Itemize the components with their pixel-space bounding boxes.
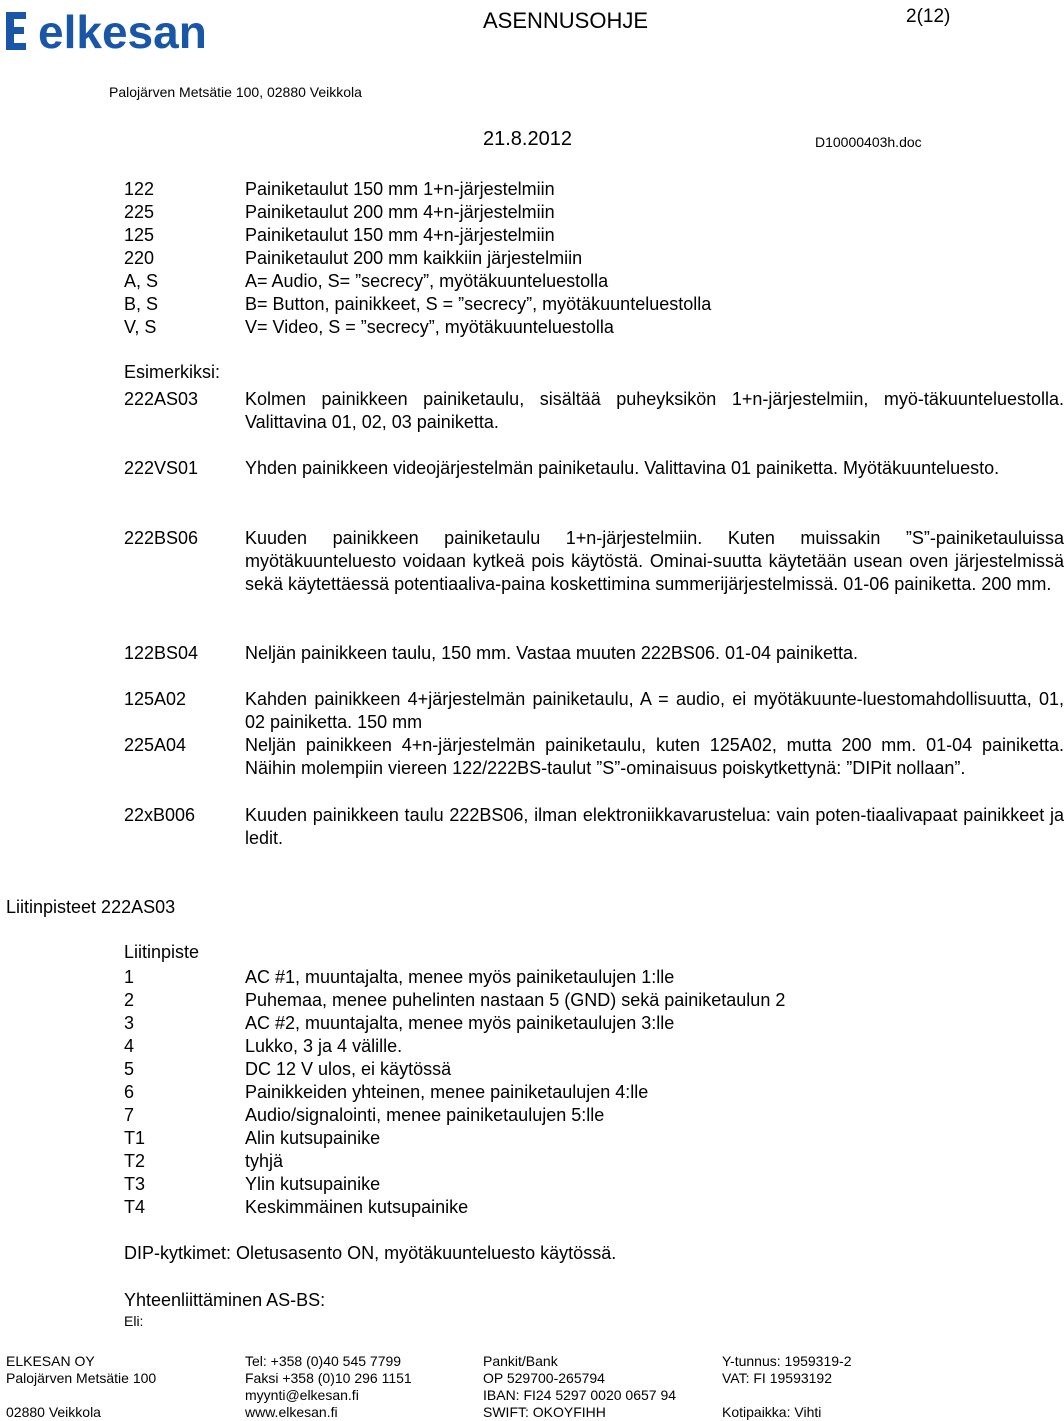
legend-code: 220	[124, 248, 155, 268]
footer-line: IBAN: FI24 5297 0020 0657 94	[483, 1387, 677, 1403]
footer-line: Kotipaikka: Vihti	[722, 1404, 822, 1420]
connection-pin: 4	[124, 1036, 135, 1056]
connection-desc: Lukko, 3 ja 4 välille.	[245, 1036, 403, 1056]
example-code: 122BS04	[124, 643, 199, 663]
connection-desc: Keskimmäinen kutsupainike	[245, 1197, 469, 1217]
example-code: 125A02	[124, 689, 187, 709]
footer-line: 02880 Veikkola	[6, 1404, 101, 1420]
example-desc: Kuuden painikkeen painiketaulu 1+n-järjestelmiin. Kuten muissakin ”S”-painiketauluissa myötäkuunteluesto voidaan kytkeä pois käytöstä. Ominai-suutta käytetään usean oven järjestelmissä sekä käytettäessä potentiaaliva-paina koskettimina summerijärjestelmissä. 01-06 painiketta. 200 mm.	[245, 528, 1064, 594]
footer-registration	[722, 1353, 851, 1421]
footer-phone: Tel: +358 (0)40 545 7799	[245, 1353, 402, 1369]
dip-switch-note: DIP-kytkimet: Oletusasento ON, myötäkuunteluesto käytössä.	[124, 1243, 617, 1263]
footer-line: Pankit/Bank	[483, 1353, 558, 1369]
connection-pin: 2	[124, 990, 135, 1010]
example-code: 22xB006	[124, 805, 196, 825]
connection-pin: 7	[124, 1105, 135, 1125]
example-desc: Neljän painikkeen 4+n-järjestelmän painiketaulu, kuten 125A02, mutta 200 mm. 01-04 painiketta. Näihin molempiin viereen 122/222BS-taulut ”S”-ominaisuus poiskytkettynä: ”DIPit nollaan”.	[245, 735, 1064, 778]
connection-title: Liitinpisteet 222AS03	[6, 897, 176, 917]
connection-pin: 1	[124, 967, 135, 987]
legend-code: V, S	[124, 317, 157, 337]
footer-line: SWIFT: OKOYFIHH	[483, 1404, 606, 1420]
combine-heading: Yhteenliittäminen AS-BS:	[124, 1290, 326, 1310]
legend-code: 125	[124, 225, 155, 245]
example-code: 225A04	[124, 735, 187, 755]
document-id: D10000403h.doc	[815, 134, 922, 150]
connection-desc: Painikkeiden yhteinen, menee painiketaulujen 4:lle	[245, 1082, 649, 1102]
connection-desc: tyhjä	[245, 1151, 284, 1171]
connection-desc: Ylin kutsupainike	[245, 1174, 381, 1194]
connection-pin: T3	[124, 1174, 146, 1194]
legend-desc: Painiketaulut 150 mm 4+n-järjestelmiin	[245, 225, 555, 245]
example-desc: Yhden painikkeen videojärjestelmän painiketaulu. Valittavina 01 painiketta. Myötäkuunteluesto.	[245, 458, 1000, 478]
footer-fax: Faksi +358 (0)10 296 1151	[245, 1370, 412, 1386]
example-code: 222VS01	[124, 458, 199, 478]
connection-pin: 5	[124, 1059, 135, 1079]
connection-desc: AC #1, muuntajalta, menee myös painiketaulujen 1:lle	[245, 967, 675, 987]
document-date: 21.8.2012	[483, 128, 572, 150]
connection-desc: AC #2, muuntajalta, menee myös painiketaulujen 3:lle	[245, 1013, 675, 1033]
legend-desc: A= Audio, S= ”secrecy”, myötäkuunteluestolla	[245, 271, 609, 291]
connection-pin: 3	[124, 1013, 135, 1033]
footer-line: ELKESAN OY	[6, 1353, 95, 1369]
connection-desc: Audio/signalointi, menee painiketaulujen 5:lle	[245, 1105, 605, 1125]
footer-contact	[245, 1353, 412, 1421]
legend-desc: V= Video, S = ”secrecy”, myötäkuunteluestolla	[245, 317, 614, 337]
legend-desc: Painiketaulut 200 mm 4+n-järjestelmiin	[245, 202, 555, 222]
example-code: 222AS03	[124, 389, 199, 409]
svg-text:elkesan: elkesan	[38, 6, 207, 58]
example-desc: Neljän painikkeen taulu, 150 mm. Vastaa muuten 222BS06. 01-04 painiketta.	[245, 643, 859, 663]
example-desc: Kuuden painikkeen taulu 222BS06, ilman elektroniikkavarustelua: vain poten-tiaalivapaat painikkeet ja ledit.	[245, 805, 1064, 848]
document-type: ASENNUSOHJE	[483, 8, 649, 33]
example-desc: Kahden painikkeen 4+järjestelmän painiketaulu, A = audio, ei myötäkuunte-luestomahdollisuutta, 01, 02 painiketta. 150 mm	[245, 689, 1064, 732]
footer-bank	[483, 1353, 676, 1421]
connection-pin: T2	[124, 1151, 146, 1171]
connection-desc: Puhemaa, menee puhelinten nastaan 5 (GND) sekä painiketaulun 2	[245, 990, 786, 1010]
connection-pin: T1	[124, 1128, 146, 1148]
connection-pin: T4	[124, 1197, 146, 1217]
connection-heading: Liitinpiste	[124, 942, 200, 962]
connection-desc: DC 12 V ulos, ei käytössä	[245, 1059, 452, 1079]
connection-desc: Alin kutsupainike	[245, 1128, 381, 1148]
legend-code: 225	[124, 202, 155, 222]
legend-code: B, S	[124, 294, 159, 314]
footer-line: Palojärven Metsätie 100	[6, 1370, 157, 1386]
legend-code: A, S	[124, 271, 159, 291]
footer-line: VAT: FI 19593192	[722, 1370, 832, 1386]
examples-heading: Esimerkiksi:	[124, 362, 221, 382]
footer-website: www.elkesan.fi	[245, 1404, 338, 1420]
footer-line: Y-tunnus: 1959319-2	[722, 1353, 852, 1369]
footer-company	[6, 1353, 156, 1421]
legend-desc: Painiketaulut 200 mm kaikkiin järjestelmiin	[245, 248, 583, 268]
example-code: 222BS06	[124, 528, 199, 548]
footer-line	[722, 1387, 851, 1404]
footer-email: myynti@elkesan.fi	[245, 1387, 359, 1403]
legend-desc: Painiketaulut 150 mm 1+n-järjestelmiin	[245, 179, 555, 199]
page-number: 2(12)	[906, 6, 951, 27]
connection-pin: 6	[124, 1082, 135, 1102]
legend-desc: B= Button, painikkeet, S = ”secrecy”, myötäkuunteluestolla	[245, 294, 712, 314]
company-address: Palojärven Metsätie 100, 02880 Veikkola	[109, 84, 362, 100]
elkesan-logo	[4, 6, 280, 56]
example-desc: Kolmen painikkeen painiketaulu, sisältää puheyksikön 1+n-järjestelmiin, myö-täkuunteluestolla. Valittavina 01, 02, 03 painiketta.	[245, 389, 1064, 432]
footer-line: OP 529700-265794	[483, 1370, 605, 1386]
combine-subheading: Eli:	[124, 1313, 144, 1329]
legend-code: 122	[124, 179, 155, 199]
footer-line	[6, 1387, 156, 1404]
